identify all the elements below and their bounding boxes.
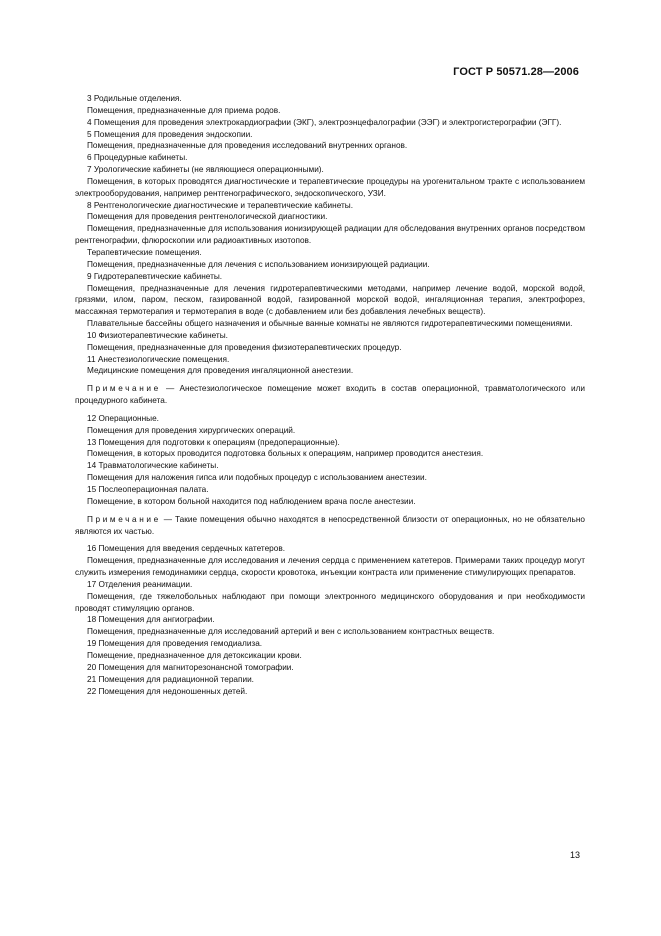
paragraph: 19 Помещения для проведения гемодиализа. bbox=[87, 639, 263, 649]
paragraph: Помещение, предназначенное для детоксикации крови. bbox=[87, 650, 302, 660]
paragraph: 10 Физиотерапевтические кабинеты. bbox=[87, 330, 228, 340]
paragraph: 4 Помещения для проведения электрокардиографии (ЭКГ), электроэнцефалографии (ЭЭГ) и электрогистерографии (ЭГГ). bbox=[87, 117, 562, 127]
paragraph: Помещения, в которых проводится подготовка больных к операциям, например проводится анестезия. bbox=[87, 449, 484, 459]
paragraph: 14 Травматологические кабинеты. bbox=[87, 461, 219, 471]
paragraph: Помещения, в которых проводятся диагностические и терапевтические процедуры на урогенитальном тракте с использованием электрооборудования, например рентгенографического, эндоскопического, УЗИ. bbox=[75, 176, 585, 198]
paragraph: 20 Помещения для магниторезонансной томографии. bbox=[87, 662, 294, 672]
paragraph: 21 Помещения для радиационной терапии. bbox=[87, 674, 254, 684]
paragraph: 5 Помещения для проведения эндоскопии. bbox=[87, 129, 253, 139]
document-body bbox=[75, 93, 585, 697]
standard-code-header: ГОСТ Р 50571.28—2006 bbox=[453, 66, 579, 78]
paragraph: 16 Помещения для введения сердечных катетеров. bbox=[87, 544, 286, 554]
note-label: Примечание bbox=[87, 384, 161, 394]
paragraph: Медицинские помещения для проведения ингаляционной анестезии. bbox=[87, 366, 354, 376]
paragraph: 11 Анестезиологические помещения. bbox=[87, 354, 230, 364]
paragraph: 7 Урологические кабинеты (не являющиеся операционными). bbox=[87, 165, 324, 175]
paragraph: Помещения, предназначенные для лечения гидротерапевтическими методами, например лечение водой, морской водой, грязями, илом, паром, песком, газированной водой, газированной морской водой, ингаляционная терапия, электрофорез, массажная термотерапия и термотерапия в воде (с добавлением или без добавления лечебных веществ). bbox=[75, 283, 585, 317]
paragraph: 9 Гидротерапевтические кабинеты. bbox=[87, 271, 223, 281]
paragraph: 18 Помещения для ангиографии. bbox=[87, 615, 215, 625]
note-anesthesia bbox=[75, 383, 585, 407]
paragraph: 12 Операционные. bbox=[87, 413, 159, 423]
paragraph: Помещения для наложения гипса или подобных процедур с использованием анестезии. bbox=[87, 473, 427, 483]
paragraph: Помещение, в котором больной находится под наблюдением врача после анестезии. bbox=[87, 496, 416, 506]
paragraph: 22 Помещения для недоношенных детей. bbox=[87, 686, 248, 696]
paragraph: Помещения, предназначенные для лечения с использованием ионизирующей радиации. bbox=[87, 259, 430, 269]
paragraph: Помещения, предназначенные для исследований артерий и вен с использованием контрастных веществ. bbox=[87, 627, 495, 637]
paragraph: Помещения, предназначенные для проведения исследований внутренних органов. bbox=[87, 141, 408, 151]
note-label: Примечание bbox=[87, 514, 161, 524]
paragraph: 8 Рентгенологические диагностические и терапевтические кабинеты. bbox=[87, 200, 354, 210]
page-number: 13 bbox=[569, 850, 580, 860]
paragraph: Терапевтические помещения. bbox=[87, 247, 202, 257]
paragraph: Помещения, предназначенные для проведения физиотерапевтических процедур. bbox=[87, 342, 402, 352]
paragraph: 15 Послеоперационная палата. bbox=[87, 485, 209, 494]
paragraph: Помещения, предназначенные для использования ионизирующей радиации для обследования внутренних органов посредством рентгенографии, флюроскопии или радиоактивных изотопов. bbox=[75, 224, 585, 246]
paragraph: Помещения, где тяжелобольных наблюдают при помощи электронного медицинского оборудования и при необходимости проводят стимуляцию органов. bbox=[75, 591, 585, 613]
paragraph: 3 Родильные отделения. bbox=[87, 94, 182, 103]
note-proximity bbox=[75, 514, 585, 538]
paragraph: Плавательные бассейны общего назначения и обычные ванные комнаты не являются гидротерапевтическими помещениями. bbox=[87, 319, 573, 329]
paragraph: Помещения для проведения хирургических операций. bbox=[87, 425, 296, 435]
note-text: — Такие помещения обычно находятся в непосредственной близости от операционных, но не обязательно являются их частью. bbox=[75, 514, 585, 536]
paragraph: Помещения, предназначенные для исследования и лечения сердца с применением катетеров. Примерами таких процедур могут служить измерения гемодинамики сердца, скорости кровотока, инъекции контраста или применение стимулирующих препаратов. bbox=[75, 556, 585, 578]
paragraph: 17 Отделения реанимации. bbox=[87, 579, 193, 589]
note-text: — Анестезиологическое помещение может входить в состав операционной, травматологического или процедурного кабинета. bbox=[75, 384, 585, 406]
paragraph: 13 Помещения для подготовки к операциям (предоперационные). bbox=[87, 437, 340, 447]
paragraph: Помещения для проведения рентгенологической диагностики. bbox=[87, 212, 328, 222]
paragraph: 6 Процедурные кабинеты. bbox=[87, 153, 188, 163]
paragraph: Помещения, предназначенные для приема родов. bbox=[87, 105, 281, 115]
